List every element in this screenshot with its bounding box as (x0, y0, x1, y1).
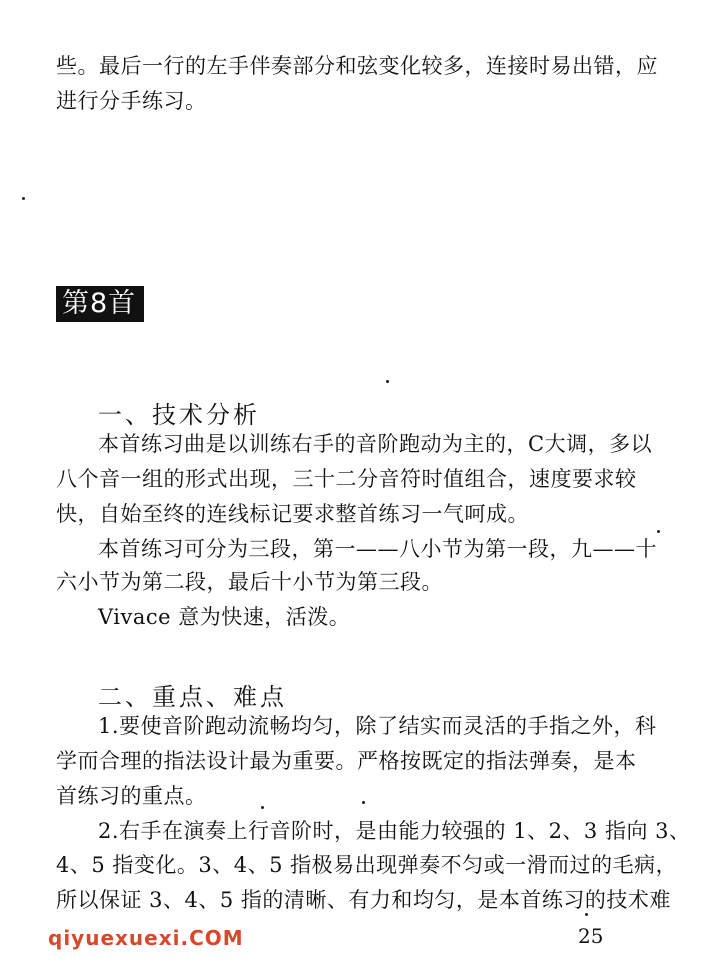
paragraph-line: 六小节为第二段，最后十小节为第三段。 (56, 570, 443, 594)
paragraph-line: 首练习的重点。 (56, 784, 207, 808)
paragraph-line: 些。最后一行的左手伴奏部分和弦变化较多，连接时易出错，应 (56, 54, 658, 78)
paragraph-line: 学而合理的指法设计最为重要。严格按既定的指法弹奏，是本 (56, 749, 637, 773)
section-heading-analysis: 一、技术分析 (98, 401, 260, 429)
page-number: 25 (578, 924, 604, 948)
paragraph-line: Vivace 意为快速，活泼。 (98, 605, 351, 629)
paragraph-line: 本首练习可分为三段，第一——八小节为第一段，九——十 (98, 537, 657, 561)
section-badge: 第8首 (56, 286, 144, 322)
paragraph-line: 1.要使音阶跑动流畅均匀，除了结实而灵活的手指之外，科 (98, 714, 657, 738)
scan-speck (657, 530, 660, 533)
watermark: qiyuexuexi.COM (48, 926, 244, 950)
paragraph-line: 4、5 指变化。3、4、5 指极易出现弹奏不匀或一滑而过的毛病， (56, 853, 678, 877)
paragraph-line: 八个音一组的形式出现，三十二分音符时值组合，速度要求较 (56, 467, 637, 491)
scan-speck (585, 913, 588, 916)
scan-speck (22, 197, 25, 200)
paragraph-line: 进行分手练习。 (56, 89, 207, 113)
scan-speck (386, 380, 389, 383)
paragraph-line: 所以保证 3、4、5 指的清晰、有力和均匀，是本首练习的技术难 (56, 888, 671, 912)
paragraph-line: 2.右手在演奏上行音阶时，是由能力较强的 1、2、3 指向 3、 (98, 819, 691, 843)
scan-speck (362, 801, 365, 804)
scan-speck (261, 806, 264, 809)
section-heading-difficulties: 二、重点、难点 (98, 683, 287, 711)
paragraph-line: 本首练习曲是以训练右手的音阶跑动为主的，C大调，多以 (98, 432, 653, 456)
paragraph-line: 快，自始至终的连线标记要求整首练习一气呵成。 (56, 502, 529, 526)
